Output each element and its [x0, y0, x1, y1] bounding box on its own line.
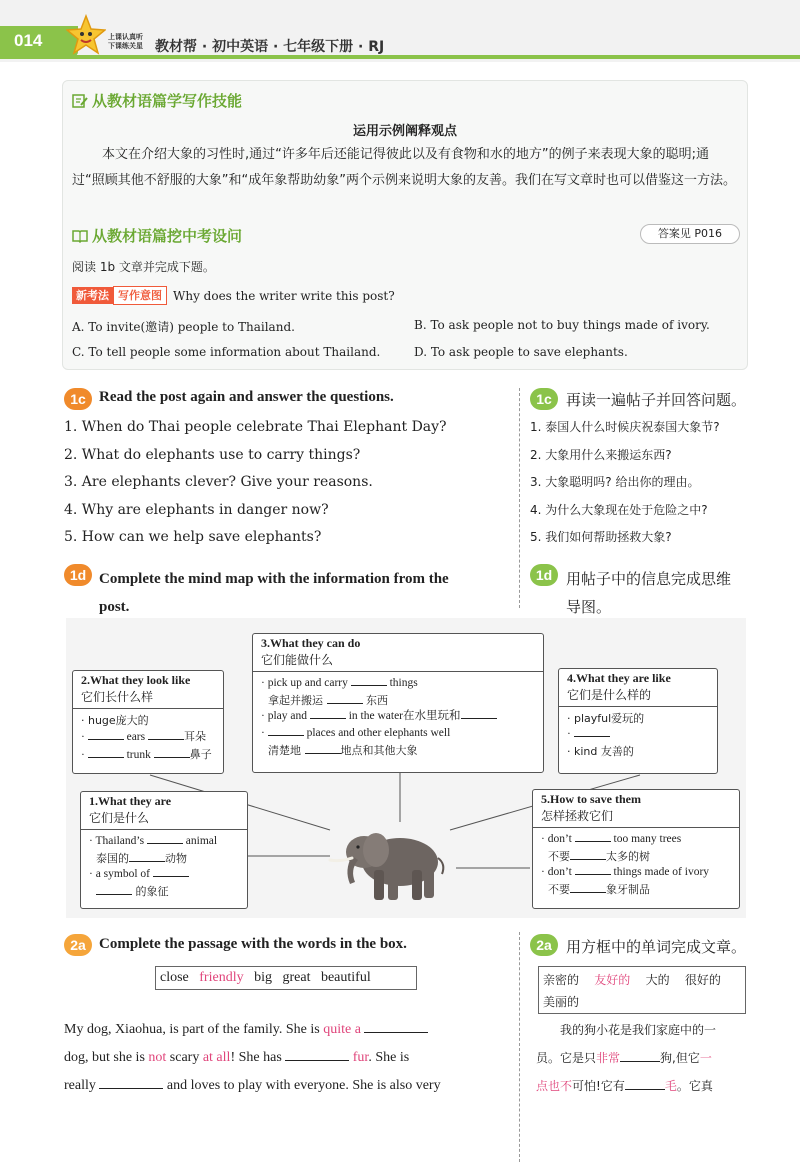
- question-en: 2. What do elephants use to carry things?: [64, 446, 361, 463]
- section-1c-heading-cn: 再读一遍帖子并回答问题。: [566, 391, 747, 409]
- question-cn: 3. 大象聪明吗? 给出你的理由。: [530, 475, 700, 489]
- section-1d-heading-cn-line2: 导图。: [566, 598, 612, 616]
- section-badge-2a: 2a: [64, 934, 92, 956]
- passage-text: scary: [169, 1050, 200, 1065]
- blank[interactable]: [147, 833, 183, 844]
- blank[interactable]: [351, 675, 387, 686]
- option-d: D. To ask people to save elephants.: [414, 345, 628, 359]
- blank[interactable]: [575, 831, 611, 842]
- node-line: · trunk 鼻子: [81, 748, 212, 761]
- option-c: C. To tell people some information about Thailand.: [72, 345, 381, 359]
- node-title: [73, 671, 223, 709]
- writing-skill-heading-text: 从教材语篇学写作技能: [92, 92, 243, 110]
- blank[interactable]: [88, 729, 124, 740]
- node-text: 清楚地: [268, 744, 301, 757]
- passage-text: and loves to play with everyone. She is also very: [166, 1078, 441, 1093]
- node-title: [253, 634, 543, 672]
- blank[interactable]: [364, 1022, 428, 1033]
- node-line: · huge庞大的: [81, 714, 149, 727]
- word-cn: 友好的: [594, 973, 631, 987]
- exam-question-heading-text: 从教材语篇挖中考设问: [92, 227, 243, 245]
- node-title: [559, 669, 717, 707]
- passage-cn-text: 员。它是只: [536, 1051, 597, 1065]
- node-text: · a symbol of: [89, 868, 151, 880]
- node-line: [541, 864, 731, 881]
- node-text: ears: [126, 731, 146, 743]
- passage-highlight: at all: [202, 1050, 231, 1065]
- node-line: · kind 友善的: [567, 745, 634, 758]
- node-title-en: 4.What they are like: [567, 671, 671, 685]
- blank[interactable]: [570, 882, 606, 893]
- node-line: · places and other elephants well: [261, 727, 451, 739]
- exam-question-text: Why does the writer write this post?: [173, 288, 395, 303]
- passage-cn-text: 可怕!它有: [572, 1079, 625, 1093]
- node-line: [89, 833, 239, 850]
- section-2a-heading: Complete the passage with the words in the box.: [99, 936, 407, 952]
- blank[interactable]: [461, 708, 497, 719]
- word: great: [282, 970, 311, 985]
- node-title-cn: 它们能做什么: [261, 653, 334, 667]
- node-body: [559, 707, 717, 762]
- node-text: · play and: [261, 710, 307, 722]
- section-1d-heading-line1: Complete the mind map with the information from the: [99, 571, 449, 587]
- node-text: · Thailand’s: [89, 835, 145, 847]
- node-title: [81, 792, 247, 830]
- node-line: [89, 866, 239, 883]
- section-badge-1d-cn: 1d: [530, 564, 558, 586]
- node-text: too many trees: [613, 833, 682, 845]
- mind-map-node-1: [80, 791, 248, 909]
- slogan-line-1: 上课认真听: [108, 33, 143, 41]
- passage-cn-highlight: 一: [699, 1051, 712, 1065]
- question-cn: 5. 我们如何帮助拯救大象?: [530, 530, 672, 544]
- question-cn: 2. 大象用什么来搬运东西?: [530, 447, 672, 462]
- blank[interactable]: [88, 747, 124, 758]
- question-en: 5. How can we help save elephants?: [64, 529, 322, 545]
- blank[interactable]: [96, 884, 132, 895]
- mind-map-node-5: [532, 789, 740, 909]
- writing-skill-paragraph: 本文在介绍大象的习性时,通过“许多年后还能记得彼此以及有食物和水的地方”的例子来表现大象的聪明;通过“照顾其他不舒服的大象”和“成年象帮助幼象”两个示例来说明大象的友善。我们在写文章时也可以借鉴这一方法。: [72, 147, 736, 188]
- section-1c-heading: Read the post again and answer the questions.: [99, 389, 394, 405]
- word-cn: 大的: [645, 973, 670, 987]
- node-text: 地点和其他大象: [340, 744, 418, 757]
- node-text: animal: [185, 835, 218, 847]
- section-2a-heading-cn: 用方框中的单词完成文章。: [566, 938, 747, 956]
- passage-cn-highlight: 点也不: [536, 1079, 573, 1093]
- word-box-cn: [538, 966, 746, 1014]
- blank[interactable]: [574, 726, 610, 737]
- word-cn: 美丽的: [543, 995, 580, 1009]
- node-text: · don’t: [541, 833, 572, 845]
- node-title: [533, 790, 739, 828]
- blank[interactable]: [310, 708, 346, 719]
- node-body: [73, 709, 223, 767]
- node-line: [89, 883, 239, 899]
- node-title-en: 5.How to save them: [541, 792, 641, 806]
- node-text: 拿起并搬运: [268, 694, 323, 707]
- section-badge-1c-cn: 1c: [530, 388, 558, 410]
- node-text: 太多的树: [606, 850, 650, 863]
- node-text: 不要: [548, 883, 570, 896]
- blank[interactable]: [620, 1051, 660, 1062]
- word: big: [254, 970, 272, 985]
- passage-en: [64, 1016, 512, 1100]
- passage-cn: [536, 1016, 748, 1100]
- node-title-en: 3.What they can do: [261, 636, 361, 650]
- blank[interactable]: [570, 849, 606, 860]
- blank[interactable]: [268, 725, 304, 736]
- node-line: ·: [567, 726, 709, 743]
- word-cn: 亲密的: [543, 973, 580, 987]
- node-title-cn: 它们长什么样: [81, 690, 154, 704]
- section-1d-heading-cn-line1: 用帖子中的信息完成思维: [566, 570, 732, 588]
- node-text: 东西: [366, 694, 388, 707]
- exam-instruction: 阅读 1b 文章并完成下题。: [72, 260, 215, 274]
- node-text: 的象征: [135, 885, 169, 898]
- blank[interactable]: [154, 747, 190, 758]
- node-line: [541, 831, 731, 848]
- word: beautiful: [320, 970, 371, 985]
- node-title-en: 2.What they look like: [81, 673, 191, 687]
- node-body: [253, 672, 543, 761]
- node-body: [533, 828, 739, 900]
- new-format-tag: 新考法: [72, 287, 113, 304]
- node-text: things made of ivory: [613, 866, 710, 878]
- page-number: 014: [0, 26, 78, 56]
- node-text: 象牙制品: [606, 883, 650, 896]
- passage-text: really: [64, 1078, 96, 1093]
- blank[interactable]: [99, 1078, 163, 1089]
- passage-highlight: quite a: [323, 1022, 361, 1037]
- node-title-cn: 怎样拯救它们: [541, 809, 614, 823]
- option-b: B. To ask people not to buy things made of ivory.: [414, 318, 710, 332]
- section-badge-1c: 1c: [64, 388, 92, 410]
- passage-highlight: not: [148, 1050, 167, 1065]
- word: friendly: [199, 970, 244, 985]
- word: close: [160, 970, 189, 985]
- writing-intent-tag: 写作意图: [113, 286, 167, 305]
- question-en: 4. Why are elephants in danger now?: [64, 501, 329, 518]
- node-title-en: 1.What they are: [89, 794, 172, 808]
- node-text: 不要: [548, 850, 570, 863]
- node-line: [89, 850, 239, 866]
- node-text: things: [389, 677, 418, 689]
- node-line: · playful爱玩的: [567, 712, 645, 725]
- node-text: 鼻子: [189, 748, 212, 761]
- question-en: 3. Are elephants clever? Give your reasons.: [64, 474, 373, 490]
- node-body: [81, 830, 247, 902]
- node-line: [261, 708, 535, 725]
- node-line: [541, 881, 731, 897]
- node-text: 泰国的: [96, 852, 129, 865]
- question-en: 1. When do Thai people celebrate Thai Elephant Day?: [64, 419, 447, 435]
- passage-cn-line: [536, 1072, 748, 1100]
- passage-cn-line: 我的狗小花是我们家庭中的一: [560, 1023, 717, 1037]
- option-a: A. To invite(邀请) people to Thailand.: [72, 320, 295, 334]
- question-cn: 1. 泰国人什么时候庆祝泰国大象节?: [530, 420, 720, 434]
- slogan-line-2: 下课练关星: [108, 42, 143, 50]
- node-text: in the water在水里玩和: [348, 710, 461, 722]
- node-text: 动物: [165, 852, 187, 865]
- node-text: · pick up and carry: [261, 677, 348, 689]
- answer-reference: 答案见 P016: [640, 224, 740, 244]
- passage-line: [64, 1044, 512, 1072]
- blank[interactable]: [575, 864, 611, 875]
- passage-text: My dog, Xiaohua, is part of the family. She is: [64, 1022, 320, 1037]
- section-badge-2a-cn: 2a: [530, 934, 558, 956]
- passage-line: [64, 1072, 512, 1100]
- writing-skill-subtitle: 运用示例阐释观点: [352, 124, 457, 139]
- blank[interactable]: [305, 743, 341, 754]
- passage-cn-line: [536, 1044, 748, 1072]
- mind-map-node-2: [72, 670, 224, 774]
- elephant-illustration: [322, 818, 458, 904]
- word-box: [155, 966, 417, 990]
- node-text: 耳朵: [183, 730, 206, 743]
- word-cn: 很好的: [684, 973, 721, 987]
- passage-text: . She is: [368, 1050, 410, 1065]
- passage-text: dog, but she is: [64, 1050, 145, 1065]
- node-line: [261, 675, 535, 692]
- passage-cn-highlight: 非常: [596, 1051, 621, 1065]
- question-cn: 4. 为什么大象现在处于危险之中?: [530, 502, 708, 517]
- node-text: · don’t: [541, 866, 572, 878]
- node-text: trunk: [126, 749, 151, 761]
- mind-map-node-3: [252, 633, 544, 773]
- book-title: 教材帮 · 初中英语 · 七年级下册 · RJ: [155, 39, 385, 55]
- node-text: places and other elephants well: [306, 727, 451, 739]
- section-1d-heading-line2: post.: [99, 599, 130, 615]
- node-title-cn: 它们是什么: [89, 811, 150, 825]
- passage-highlight: fur: [352, 1050, 369, 1065]
- blank[interactable]: [285, 1050, 349, 1061]
- passage-text: ! She has: [230, 1050, 282, 1065]
- node-line: · ears 耳朵: [81, 730, 206, 743]
- passage-line: [64, 1016, 512, 1044]
- node-title-cn: 它们是什么样的: [567, 688, 652, 702]
- mind-map-node-4: [558, 668, 718, 774]
- blank[interactable]: [129, 851, 165, 862]
- node-line: [261, 742, 535, 758]
- section-badge-1d: 1d: [64, 564, 92, 586]
- passage-cn-highlight: 毛: [664, 1079, 677, 1093]
- passage-cn-text: 。它真: [676, 1079, 713, 1093]
- blank[interactable]: [327, 693, 363, 704]
- blank[interactable]: [625, 1079, 665, 1090]
- node-line: [541, 848, 731, 864]
- node-line: [261, 692, 535, 708]
- passage-cn-text: 狗,但它: [660, 1051, 700, 1065]
- blank[interactable]: [153, 866, 189, 877]
- blank[interactable]: [148, 729, 184, 740]
